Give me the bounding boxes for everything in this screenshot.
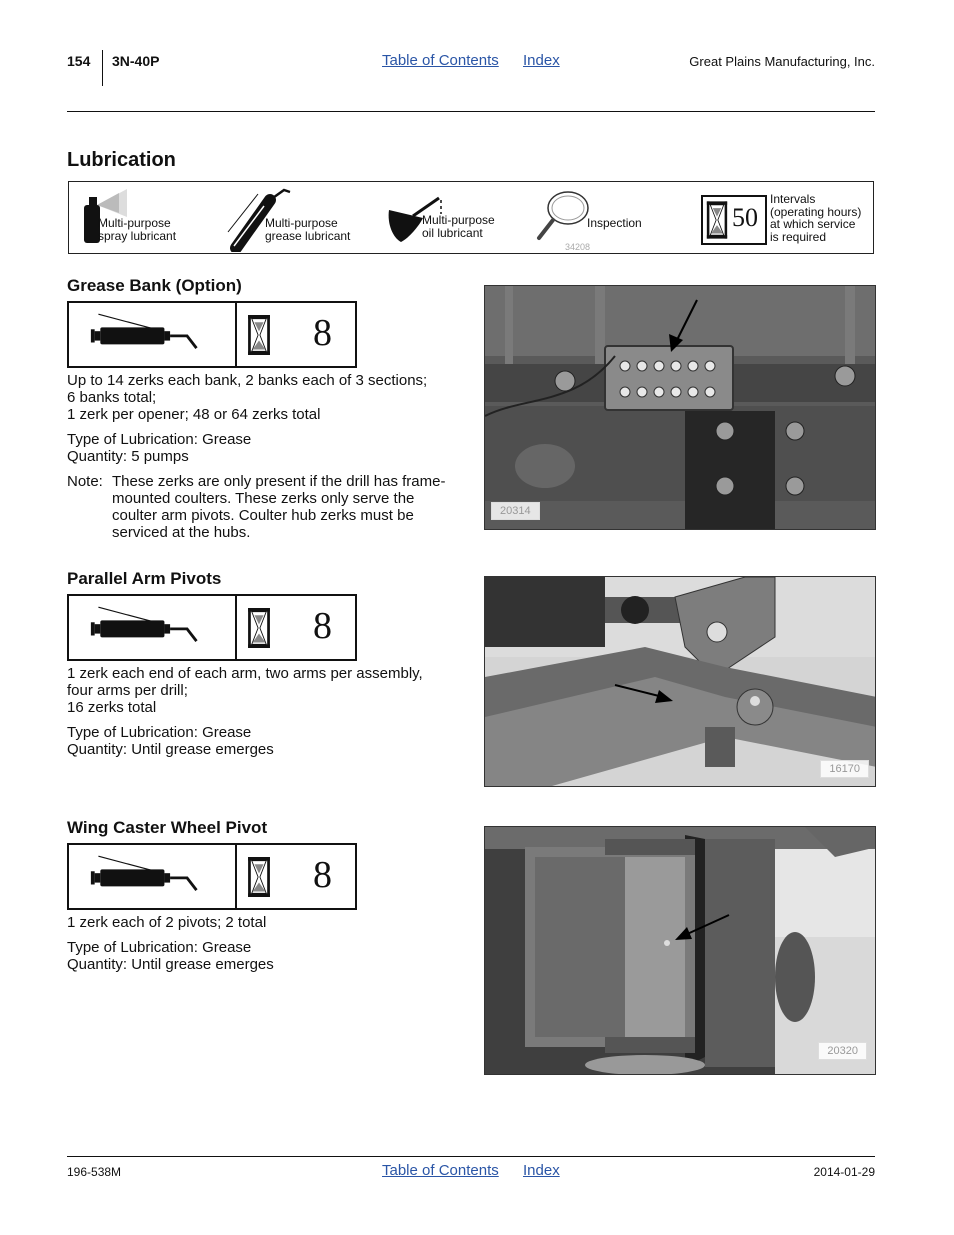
interval-label: Intervals (operating hours) at which service is required [770,192,862,244]
interval-hours: 8 [313,854,332,896]
parallel-arm-photo [484,576,876,787]
grease-gun-icon [89,309,221,359]
hourglass-icon [706,199,728,241]
interval-hours: 8 [313,605,332,647]
hourglass-icon [247,608,271,648]
header-divider [102,50,103,86]
grease-gun-panel [69,596,237,659]
photo-id: 16170 [820,760,869,778]
grease-bank-description: Up to 14 zerks each bank, 2 banks each of 3 sections; 6 banks total; 1 zerk per opener; 48 or 64 zerks total [67,372,428,423]
company-name: Great Plains Manufacturing, Inc. [689,54,875,69]
grease-bank-note: These zerks are only present if the drill has frame-mounted coulters. These zerks only serve the coulter arm pivots. Coulter hub zerks must be serviced at the hubs. [112,473,446,541]
page-number: 154 [67,53,91,69]
parallel-arm-quantity: Quantity: Until grease emerges [67,741,274,758]
lube-symbol-box [67,594,357,661]
grease-gun-icon [89,851,221,901]
interval-panel [237,845,355,908]
wing-caster-type: Type of Lubrication: Grease [67,939,252,956]
page-title: Lubrication [67,149,176,171]
grease-lubricant-label: Multi-purpose grease lubricant [265,216,351,243]
grease-bank-photo [484,285,876,530]
lubrication-legend [68,181,874,254]
index-link-footer[interactable]: Index [523,1162,560,1179]
hourglass-icon [247,315,271,355]
spray-lubricant-label: Multi-purpose spray lubricant [98,216,177,243]
hourglass-icon [247,857,271,897]
photo-id: 20320 [818,1042,867,1060]
grease-bank-type: Type of Lubrication: Grease [67,431,252,448]
wing-caster-quantity: Quantity: Until grease emerges [67,956,274,973]
magnifier-icon [535,188,593,244]
index-link-header[interactable]: Index [523,52,560,69]
wing-caster-description: 1 zerk each of 2 pivots; 2 total [67,914,267,931]
model-name: 3N-40P [112,53,160,69]
interval-panel [237,303,355,366]
interval-panel [237,596,355,659]
lube-symbol-box [67,301,357,368]
footer-rule [67,1156,875,1157]
grease-bank-quantity: Quantity: 5 pumps [67,448,189,465]
wing-caster-illustration [485,827,876,1075]
note-label: Note: [67,473,103,490]
toc-link-header[interactable]: Table of Contents [382,52,499,69]
interval-example-value: 50 [732,203,758,232]
section-heading-grease-bank: Grease Bank (Option) [67,276,242,295]
section-heading-parallel-arm: Parallel Arm Pivots [67,569,222,588]
lube-symbol-box [67,843,357,910]
doc-number: 196-538M [67,1165,122,1179]
wing-caster-photo [484,826,876,1075]
publication-date: 2014-01-29 [813,1165,875,1179]
grease-bank-illustration [485,286,876,530]
toc-link-footer[interactable]: Table of Contents [382,1162,499,1179]
grease-gun-icon [89,602,221,652]
grease-gun-panel [69,303,237,366]
grease-gun-panel [69,845,237,908]
parallel-arm-description: 1 zerk each end of each arm, two arms per assembly, four arms per drill; 16 zerks total [67,665,423,716]
inspection-label: Inspection [587,216,642,230]
legend-figure-id: 34208 [565,242,591,252]
parallel-arm-illustration [485,577,876,787]
interval-example-box [701,195,767,245]
parallel-arm-type: Type of Lubrication: Grease [67,724,252,741]
section-heading-wing-caster: Wing Caster Wheel Pivot [67,818,268,837]
oil-lubricant-label: Multi-purpose oil lubricant [422,213,495,240]
photo-id: 20314 [491,502,540,520]
interval-hours: 8 [313,312,332,354]
header-rule [67,111,875,112]
